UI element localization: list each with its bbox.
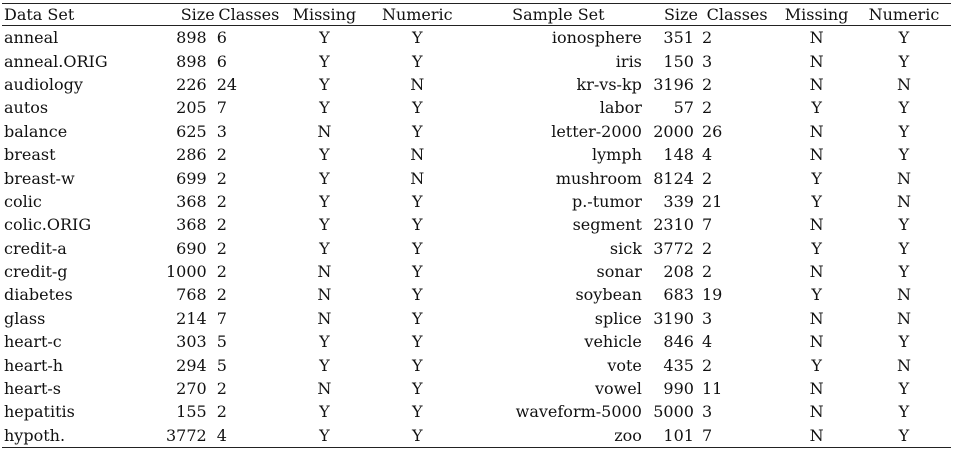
data-set-name: hypoth. [2, 424, 159, 448]
sample-set-numeric: N [896, 308, 911, 328]
data-set-name: anneal.ORIG [4, 51, 108, 71]
sample-set-name: segment [572, 215, 642, 235]
sample-set-numeric: Y [898, 332, 910, 352]
sample-set-classes: 3 [701, 308, 713, 328]
header-missing-2: Missing [776, 4, 857, 26]
data-set-name: heart-c [4, 332, 62, 352]
sample-set-missing: Y [811, 355, 822, 375]
data-set-missing: Y [319, 28, 330, 48]
data-set-missing: Y [319, 332, 330, 352]
data-set-classes: 7 [216, 308, 227, 328]
table-row [2, 190, 951, 213]
sample-set-size: 148 [663, 145, 694, 165]
data-set-name: credit-a [4, 238, 67, 258]
data-set-size: 270 [176, 379, 207, 399]
data-set-classes: 5 [216, 332, 227, 352]
data-set-name: audiology [4, 74, 83, 94]
data-set-name: colic.ORIG [4, 215, 92, 235]
table-row [2, 307, 951, 330]
data-set-numeric: Y [412, 28, 423, 48]
sample-set-name: waveform-5000 [515, 402, 642, 422]
data-set-size: 898 [176, 51, 207, 71]
sample-set-classes: 21 [701, 191, 723, 211]
table-row [2, 49, 951, 72]
sample-set-numeric: N [896, 355, 911, 375]
table-row [2, 424, 951, 448]
data-set-name: breast-w [4, 168, 75, 188]
data-set-classes: 2 [216, 285, 227, 305]
data-set-numeric: Y [412, 238, 423, 258]
sample-set-classes: 4 [701, 145, 713, 165]
sample-set-name: letter-2000 [551, 121, 642, 141]
sample-set-numeric: Y [898, 145, 910, 165]
data-set-name: balance [4, 121, 68, 141]
header-size-2: Size [648, 4, 698, 26]
data-set-classes: 2 [216, 191, 227, 211]
data-set-name: breast [4, 145, 56, 165]
sample-set-size: 990 [663, 379, 694, 399]
header-data-set: Data Set [2, 4, 159, 26]
sample-set-numeric: N [896, 191, 911, 211]
data-set-size: 1000 [165, 262, 207, 282]
sample-set-size: 351 [663, 28, 694, 48]
sample-set-size: 208 [663, 262, 694, 282]
sample-set-size: 101 [648, 424, 698, 448]
data-set-missing: N [317, 379, 332, 399]
table-row [2, 166, 951, 189]
data-set-numeric: Y [412, 308, 423, 328]
sample-set-size: 339 [663, 191, 694, 211]
header-row [2, 4, 951, 26]
data-set-missing: N [317, 308, 332, 328]
data-set-missing: Y [319, 145, 330, 165]
sample-set-classes: 3 [701, 402, 713, 422]
table-row [2, 120, 951, 143]
data-set-size: 286 [176, 145, 207, 165]
data-set-missing: Y [319, 355, 330, 375]
sample-set-size: 3196 [653, 74, 694, 94]
header-classes-2: Classes [698, 4, 776, 26]
data-set-name: heart-h [4, 355, 64, 375]
data-set-size: 294 [176, 355, 207, 375]
sample-set-size: 2000 [653, 121, 694, 141]
data-set-numeric: Y [412, 51, 423, 71]
sample-set-name: sick [609, 238, 642, 258]
sample-set-missing: N [809, 308, 824, 328]
sample-set-name: kr-vs-kp [576, 74, 642, 94]
sample-set-name: sonar [596, 262, 642, 282]
sample-set-size: 3190 [653, 308, 694, 328]
sample-set-missing: Y [811, 238, 822, 258]
data-set-missing: Y [319, 98, 330, 118]
sample-set-name: mushroom [555, 168, 642, 188]
header-numeric: Numeric [366, 4, 469, 26]
data-set-numeric: Y [366, 424, 469, 448]
sample-set-missing: N [809, 332, 824, 352]
sample-set-size: 2310 [653, 215, 694, 235]
header-size: Size [159, 4, 215, 26]
table-row [2, 377, 951, 400]
data-set-size: 625 [176, 121, 207, 141]
sample-set-missing: N [809, 74, 824, 94]
table-row [2, 143, 951, 166]
sample-set-numeric: Y [898, 51, 910, 71]
data-set-name: autos [4, 98, 49, 118]
data-set-missing: Y [319, 74, 330, 94]
sample-set-classes: 26 [701, 121, 723, 141]
sample-set-missing: N [809, 51, 824, 71]
sample-set-missing: N [809, 402, 824, 422]
sample-set-missing: N [809, 215, 824, 235]
header-classes: Classes [215, 4, 283, 26]
data-set-missing: Y [283, 424, 366, 448]
sample-set-classes: 11 [701, 379, 723, 399]
sample-set-classes: 2 [701, 168, 713, 188]
datasets-table [2, 3, 951, 448]
sample-set-size: 150 [663, 51, 694, 71]
sample-set-missing: N [809, 145, 824, 165]
data-set-classes: 24 [216, 74, 238, 94]
data-set-missing: Y [319, 402, 330, 422]
sample-set-name: soybean [575, 285, 642, 305]
sample-set-numeric: Y [857, 424, 951, 448]
data-set-missing: Y [319, 238, 330, 258]
data-set-missing: Y [319, 215, 330, 235]
data-set-numeric: Y [412, 191, 423, 211]
data-set-name: anneal [4, 28, 59, 48]
sample-set-size: 5000 [653, 402, 694, 422]
data-set-size: 3772 [159, 424, 215, 448]
sample-set-missing: N [809, 379, 824, 399]
data-set-numeric: Y [412, 121, 423, 141]
sample-set-missing: N [776, 424, 857, 448]
sample-set-classes: 2 [701, 74, 713, 94]
sample-set-missing: N [809, 262, 824, 282]
sample-set-classes: 2 [701, 238, 713, 258]
sample-set-size: 683 [663, 285, 694, 305]
data-set-numeric: Y [412, 402, 423, 422]
table-row [2, 213, 951, 236]
sample-set-numeric: Y [898, 379, 910, 399]
sample-set-numeric: N [896, 168, 911, 188]
data-set-classes: 2 [216, 238, 227, 258]
sample-set-missing: Y [811, 168, 822, 188]
sample-set-name: vote [607, 355, 642, 375]
data-set-missing: Y [319, 168, 330, 188]
sample-set-missing: N [809, 121, 824, 141]
data-set-size: 690 [176, 238, 207, 258]
data-set-classes: 2 [216, 168, 227, 188]
sample-set-numeric: N [896, 285, 911, 305]
table-row [2, 73, 951, 96]
data-set-size: 368 [176, 215, 207, 235]
sample-set-numeric: Y [898, 28, 910, 48]
sample-set-classes: 2 [701, 28, 713, 48]
header-numeric-2: Numeric [857, 4, 951, 26]
data-set-numeric: Y [412, 98, 423, 118]
sample-set-name: iris [615, 51, 642, 71]
data-set-classes: 5 [216, 355, 227, 375]
data-set-size: 226 [176, 74, 207, 94]
table-row [2, 237, 951, 260]
sample-set-size: 57 [673, 98, 694, 118]
sample-set-size: 435 [663, 355, 694, 375]
sample-set-name: ionosphere [551, 28, 642, 48]
data-set-numeric: Y [412, 215, 423, 235]
data-set-classes: 2 [216, 379, 227, 399]
sample-set-size: 3772 [653, 238, 694, 258]
data-set-missing: Y [319, 191, 330, 211]
sample-set-classes: 7 [698, 424, 776, 448]
data-set-missing: N [317, 262, 332, 282]
sample-set-classes: 7 [701, 215, 713, 235]
table-row [2, 96, 951, 119]
data-set-size: 368 [176, 191, 207, 211]
sample-set-numeric: Y [898, 262, 910, 282]
data-set-classes: 6 [216, 28, 227, 48]
table-row [2, 400, 951, 423]
data-set-numeric: Y [412, 332, 423, 352]
data-set-numeric: Y [412, 379, 423, 399]
sample-set-missing: Y [811, 191, 822, 211]
data-set-size: 303 [176, 332, 207, 352]
sample-set-classes: 4 [701, 332, 713, 352]
sample-set-name: vowel [594, 379, 642, 399]
table-row [2, 330, 951, 353]
sample-set-size: 8124 [653, 168, 694, 188]
table-row [2, 260, 951, 283]
table-row [2, 353, 951, 376]
sample-set-classes: 2 [701, 355, 713, 375]
data-set-missing: N [317, 121, 332, 141]
table-row [2, 26, 951, 50]
sample-set-classes: 19 [701, 285, 723, 305]
data-set-classes: 2 [216, 402, 227, 422]
data-set-size: 205 [176, 98, 207, 118]
sample-set-numeric: Y [898, 402, 910, 422]
data-set-classes: 2 [216, 145, 227, 165]
data-set-classes: 7 [216, 98, 227, 118]
header-missing: Missing [283, 4, 366, 26]
data-set-name: hepatitis [4, 402, 75, 422]
sample-set-missing: N [809, 28, 824, 48]
table-row [2, 283, 951, 306]
data-set-classes: 2 [216, 262, 227, 282]
sample-set-size: 846 [663, 332, 694, 352]
sample-set-numeric: N [896, 74, 911, 94]
data-set-name: glass [4, 308, 46, 328]
sample-set-numeric: Y [898, 121, 910, 141]
sample-set-classes: 2 [701, 98, 713, 118]
data-set-name: diabetes [4, 285, 73, 305]
sample-set-numeric: Y [898, 238, 910, 258]
sample-set-name: p.-tumor [571, 191, 642, 211]
data-set-size: 699 [176, 168, 207, 188]
sample-set-classes: 2 [701, 262, 713, 282]
data-set-numeric: Y [412, 355, 423, 375]
sample-set-missing: Y [811, 285, 822, 305]
data-set-numeric: Y [412, 285, 423, 305]
data-set-size: 898 [176, 28, 207, 48]
sample-set-classes: 3 [701, 51, 713, 71]
data-set-missing: N [317, 285, 332, 305]
data-set-size: 768 [176, 285, 207, 305]
data-set-classes: 6 [216, 51, 227, 71]
header-sample-set: Sample Set [469, 4, 648, 26]
sample-set-name: vehicle [584, 332, 642, 352]
table-body [2, 26, 951, 448]
data-set-numeric: Y [412, 262, 423, 282]
data-set-numeric: N [410, 168, 425, 188]
sample-set-numeric: Y [898, 215, 910, 235]
sample-set-numeric: Y [898, 98, 910, 118]
data-set-name: credit-g [4, 262, 68, 282]
data-set-size: 155 [176, 402, 207, 422]
sample-set-name: lymph [592, 145, 642, 165]
data-set-missing: Y [319, 51, 330, 71]
data-set-classes: 3 [216, 121, 227, 141]
sample-set-name: splice [594, 308, 642, 328]
data-set-classes: 4 [215, 424, 283, 448]
sample-set-name: labor [599, 98, 642, 118]
sample-set-missing: Y [811, 98, 822, 118]
data-set-name: colic [4, 191, 42, 211]
data-set-numeric: N [410, 74, 425, 94]
sample-set-name: zoo [469, 424, 648, 448]
data-set-classes: 2 [216, 215, 227, 235]
data-set-numeric: N [410, 145, 425, 165]
data-set-name: heart-s [4, 379, 62, 399]
data-set-size: 214 [176, 308, 207, 328]
